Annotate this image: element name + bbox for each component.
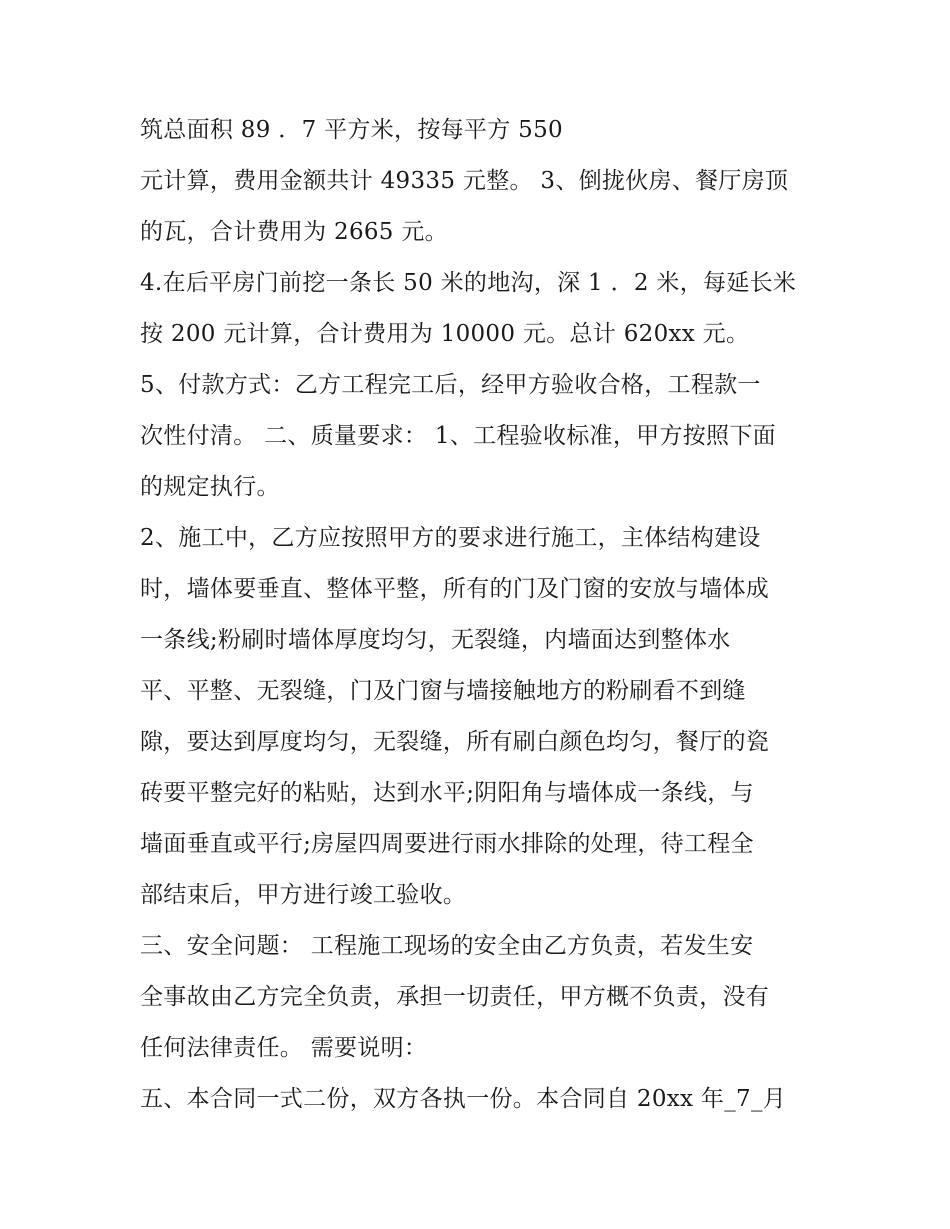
text-line: 按 200 元计算，合计费用为 10000 元。总计 620xx 元。 <box>140 321 750 347</box>
text-line: 5、付款方式：乙方工程完工后，经甲方验收合格，工程款一 <box>140 372 761 398</box>
text-line: 的规定执行。 <box>140 474 280 500</box>
text-line: 隙，要达到厚度均匀，无裂缝，所有刷白颜色均匀，餐厅的瓷 <box>140 729 770 755</box>
text-line: 筑总面积 89 ．7 平方米，按每平方 550 <box>140 117 563 143</box>
text-line: 部结束后，甲方进行竣工验收。 <box>140 882 467 908</box>
text-line: 4.在后平房门前挖一条长 50 米的地沟，深 1 ．2 米，每延长米 <box>140 270 797 296</box>
text-line: 次性付清。 二、质量要求： 1、工程验收标准，甲方按照下面 <box>140 423 776 449</box>
text-line: 全事故由乙方完全负责，承担一切责任，甲方概不负责，没有 <box>140 984 770 1010</box>
text-line: 墙面垂直或平行;房屋四周要进行雨水排除的处理，待工程全 <box>140 831 754 857</box>
text-line: 时，墙体要垂直、整体平整，所有的门及门窗的安放与墙体成 <box>140 576 770 602</box>
text-line: 任何法律责任。 需要说明： <box>140 1035 428 1061</box>
text-line: 的瓦，合计费用为 2665 元。 <box>140 219 448 245</box>
text-line: 三、安全问题： 工程施工现场的安全由乙方负责，若发生安 <box>140 933 754 959</box>
contract-text-body <box>140 108 820 1128</box>
text-line: 一条线;粉刷时墙体厚度均匀，无裂缝，内墙面达到整体水 <box>140 627 731 653</box>
text-line: 2、施工中，乙方应按照甲方的要求进行施工，主体结构建设 <box>140 525 761 551</box>
text-line: 五、本合同一式二份，双方各执一份。本合同自 20xx 年_7_月 <box>140 1086 787 1112</box>
text-line: 平、平整、无裂缝，门及门窗与墙接触地方的粉刷看不到缝 <box>140 678 746 704</box>
text-line: 元计算，费用金额共计 49335 元整。 3、倒拢伙房、餐厅房顶 <box>140 168 789 194</box>
text-line: 砖要平整完好的粘贴，达到水平;阴阳角与墙体成一条线，与 <box>140 780 754 806</box>
